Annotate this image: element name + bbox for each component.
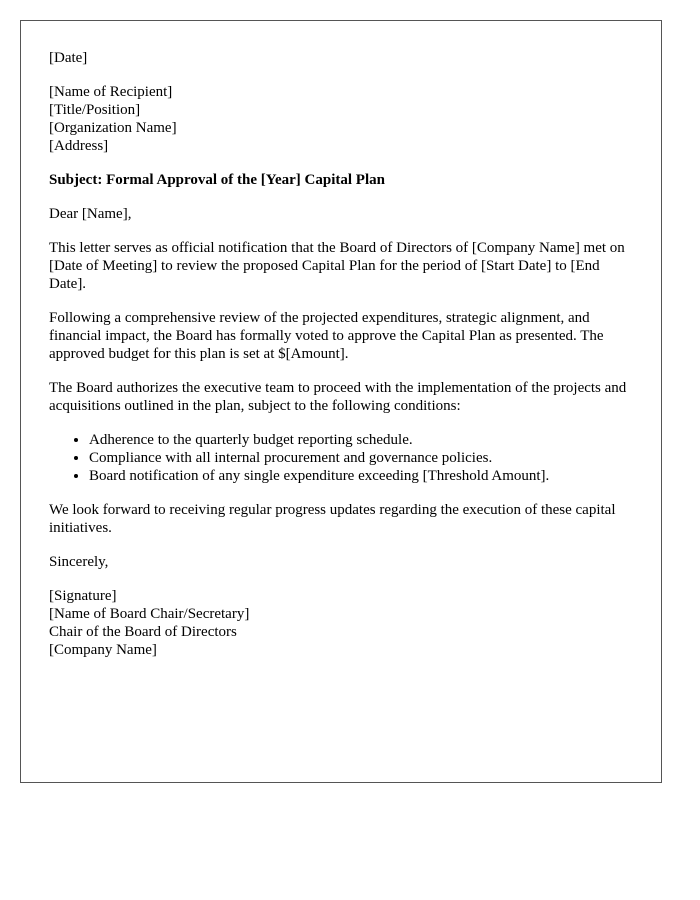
- subject-line: Subject: Formal Approval of the [Year] Capital Plan: [49, 172, 385, 188]
- signatory-title: Chair of the Board of Directors: [49, 624, 237, 640]
- closing: Sincerely,: [49, 554, 109, 570]
- condition-item: • Adherence to the quarterly budget reporting schedule.: [89, 431, 633, 449]
- conditions-list: [49, 431, 633, 485]
- letter-date: [Date]: [49, 50, 88, 66]
- paragraph-approval: Following a comprehensive review of the projected expenditures, strategic alignment, and financial impact, the Board has formally voted to approve the Capital Plan as presented. The approved budget for this plan is set at $[Amount].: [49, 310, 604, 362]
- paragraph-authorization: The Board authorizes the executive team to proceed with the implementation of the projects and acquisitions outlined in the plan, subject to the following conditions:: [49, 380, 627, 414]
- signature-block: [49, 587, 633, 659]
- closing-paragraph: We look forward to receiving regular progress updates regarding the execution of these capital initiatives.: [49, 502, 616, 536]
- recipient-organization: [Organization Name]: [49, 120, 177, 136]
- recipient-block: [49, 83, 633, 155]
- condition-item: • Board notification of any single expenditure exceeding [Threshold Amount].: [89, 467, 633, 485]
- paragraph-notification: This letter serves as official notification that the Board of Directors of [Company Name] met on [Date of Meeting] to review the proposed Capital Plan for the period of [Start Date] to [End Date].: [49, 240, 625, 292]
- recipient-name: [Name of Recipient]: [49, 84, 173, 100]
- condition-item: • Compliance with all internal procurement and governance policies.: [89, 449, 633, 467]
- recipient-address: [Address]: [49, 138, 109, 154]
- signature: [Signature]: [49, 588, 117, 604]
- salutation: Dear [Name],: [49, 206, 132, 222]
- recipient-title: [Title/Position]: [49, 102, 141, 118]
- letter: [20, 20, 662, 783]
- signatory-company: [Company Name]: [49, 642, 157, 658]
- signatory-name: [Name of Board Chair/Secretary]: [49, 606, 250, 622]
